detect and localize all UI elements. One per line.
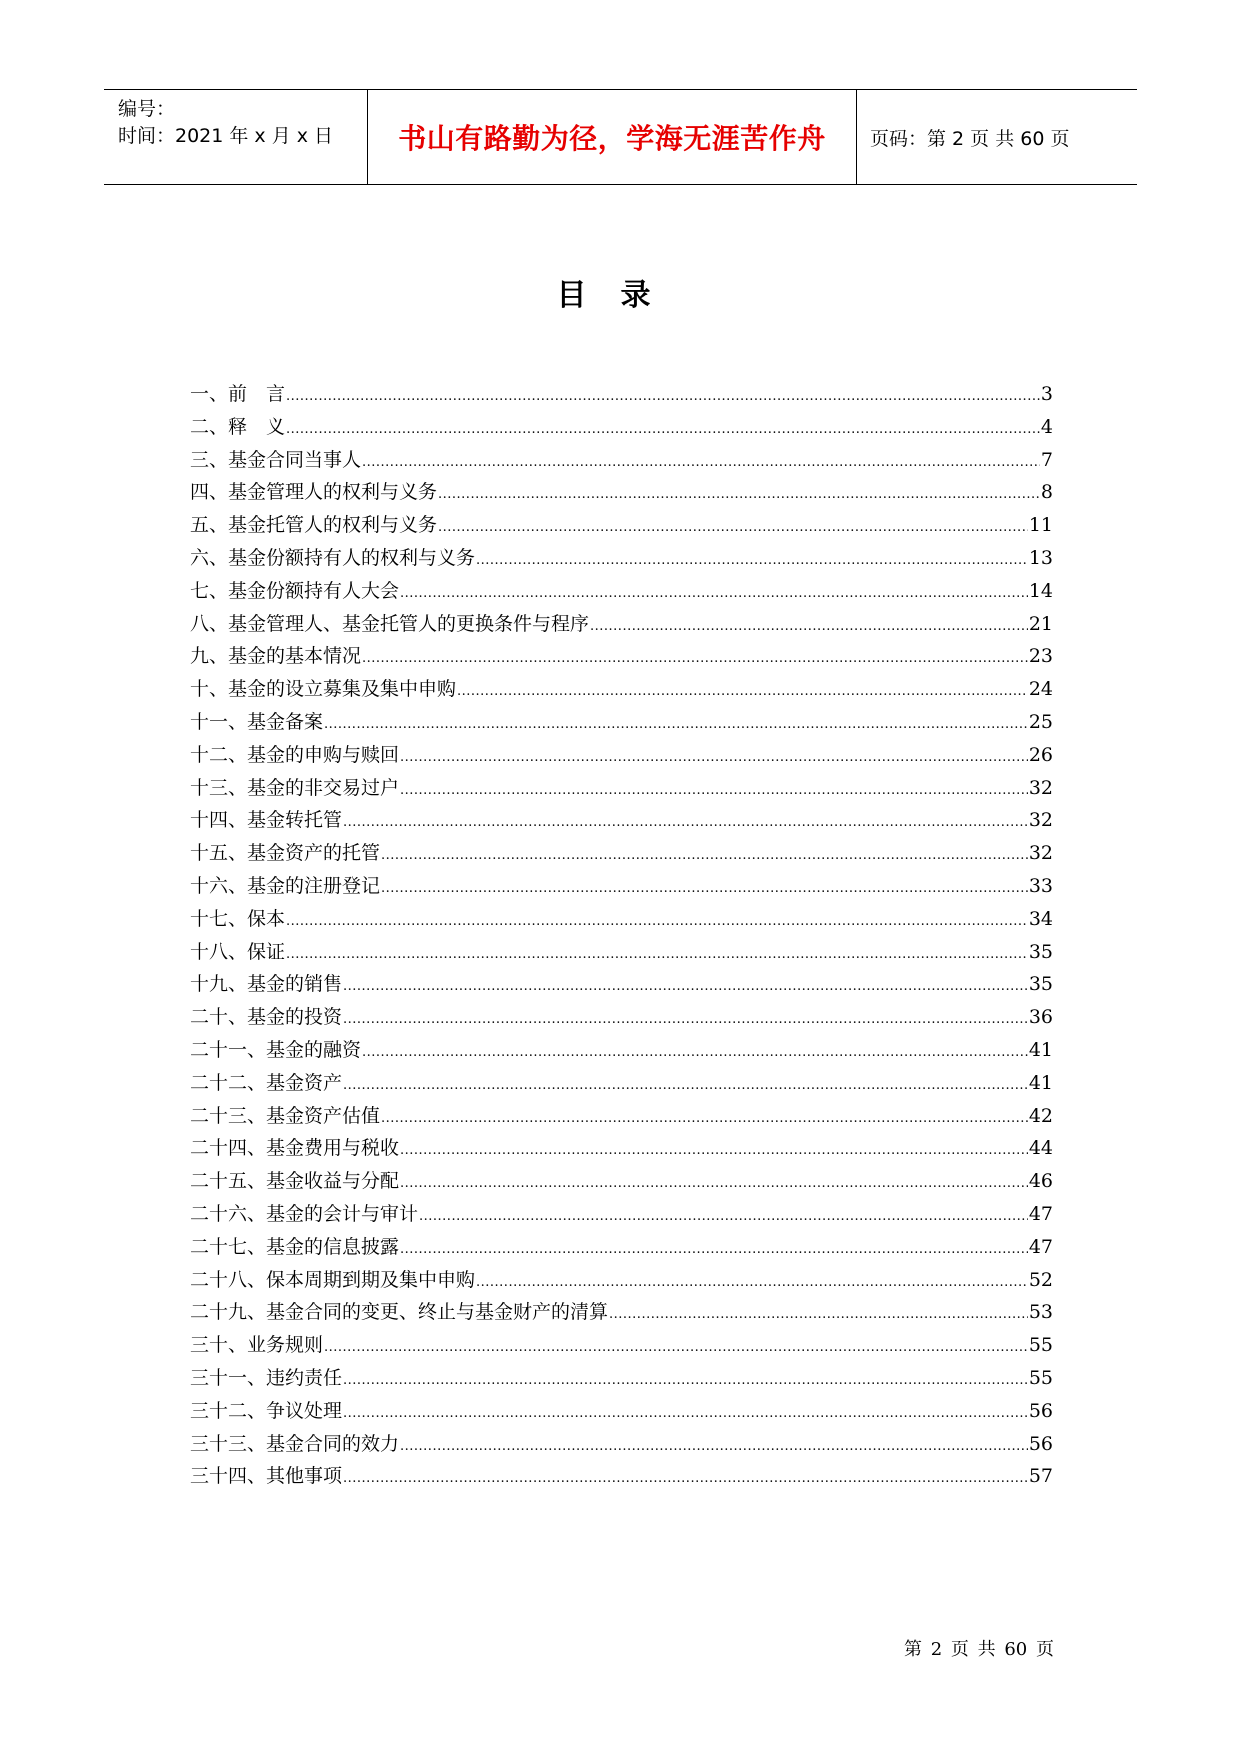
- toc-entry-label: 二十二、基金资产: [190, 1071, 343, 1094]
- toc-entry-page: 35: [1028, 940, 1053, 963]
- toc-leader-dots: [286, 381, 1040, 414]
- toc-leader-dots: [362, 447, 1040, 480]
- toc-entry-page: 47: [1028, 1235, 1053, 1258]
- toc-entry-label: 七、基金份额持有人大会: [190, 579, 400, 602]
- toc-entry[interactable]: [190, 640, 1053, 673]
- toc-entry-page: 33: [1028, 874, 1053, 897]
- toc-entry-page: 41: [1028, 1071, 1053, 1094]
- toc-entry-page: 14: [1028, 579, 1053, 602]
- toc-entry-label: 十一、基金备案: [190, 710, 324, 733]
- toc-entry-page: 52: [1028, 1268, 1053, 1291]
- toc-entry[interactable]: [190, 1067, 1053, 1100]
- toc-entry[interactable]: [190, 476, 1053, 509]
- header-motto: 书山有路勤为径，学海无涯苦作舟: [398, 122, 826, 155]
- page-header: [104, 89, 1137, 185]
- toc-entry-page: 46: [1028, 1170, 1053, 1193]
- toc-entry[interactable]: [190, 1329, 1053, 1362]
- toc-entry[interactable]: [190, 378, 1053, 411]
- toc-entry-label: 十八、保证: [190, 940, 286, 963]
- toc-entry-page: 8: [1040, 481, 1053, 504]
- toc-entry-label: 二、释 义: [190, 415, 286, 438]
- toc-leader-dots: [286, 939, 1028, 972]
- toc-entry[interactable]: [190, 411, 1053, 444]
- toc-leader-dots: [343, 1004, 1028, 1037]
- toc-entry[interactable]: [190, 1034, 1053, 1067]
- toc-entry-label: 二十六、基金的会计与审计: [190, 1202, 419, 1225]
- toc-entry-page: 36: [1028, 1006, 1053, 1029]
- toc-entry-page: 23: [1028, 645, 1053, 668]
- toc-entry[interactable]: [190, 804, 1053, 837]
- toc-entry-label: 三十一、违约责任: [190, 1366, 343, 1389]
- toc-entry-label: 八、基金管理人、基金托管人的更换条件与程序: [190, 612, 590, 635]
- toc-leader-dots: [381, 840, 1028, 873]
- toc-entry-label: 三十三、基金合同的效力: [190, 1432, 400, 1455]
- header-motto-cell: [368, 90, 857, 184]
- toc-leader-dots: [381, 1103, 1028, 1136]
- toc-entry-label: 二十五、基金收益与分配: [190, 1170, 400, 1193]
- toc-leader-dots: [476, 1267, 1028, 1300]
- toc-entry-label: 五、基金托管人的权利与义务: [190, 514, 438, 537]
- toc-entry[interactable]: [190, 1100, 1053, 1133]
- toc-entry[interactable]: [190, 1264, 1053, 1297]
- toc-entry-label: 三、基金合同当事人: [190, 448, 362, 471]
- toc-entry-label: 二十四、基金费用与税收: [190, 1137, 400, 1160]
- toc-leader-dots: [457, 676, 1028, 709]
- toc-entry[interactable]: [190, 1132, 1053, 1165]
- toc-entry[interactable]: [190, 673, 1053, 706]
- toc-entry-page: 34: [1028, 907, 1053, 930]
- toc-leader-dots: [400, 742, 1028, 775]
- toc-leader-dots: [400, 1135, 1028, 1168]
- toc-entry-page: 55: [1028, 1334, 1053, 1357]
- toc-entry[interactable]: [190, 968, 1053, 1001]
- toc-entry-page: 42: [1028, 1104, 1053, 1127]
- toc-leader-dots: [343, 807, 1028, 840]
- toc-entry[interactable]: [190, 1198, 1053, 1231]
- toc-leader-dots: [381, 873, 1028, 906]
- toc-entry-page: 7: [1040, 448, 1053, 471]
- toc-entry-page: 32: [1028, 809, 1053, 832]
- toc-leader-dots: [343, 971, 1028, 1004]
- toc-leader-dots: [362, 1037, 1028, 1070]
- toc-entry[interactable]: [190, 575, 1053, 608]
- table-of-contents: [190, 378, 1053, 1493]
- toc-entry-label: 十四、基金转托管: [190, 809, 343, 832]
- toc-leader-dots: [286, 906, 1028, 939]
- toc-entry-page: 56: [1028, 1432, 1053, 1455]
- toc-entry[interactable]: [190, 739, 1053, 772]
- toc-leader-dots: [343, 1398, 1028, 1431]
- toc-entry-page: 53: [1028, 1301, 1053, 1324]
- toc-entry-label: 十二、基金的申购与赎回: [190, 743, 400, 766]
- toc-entry[interactable]: [190, 1296, 1053, 1329]
- toc-entry-label: 十、基金的设立募集及集中申购: [190, 678, 457, 701]
- toc-entry-page: 11: [1028, 514, 1053, 537]
- toc-entry-label: 六、基金份额持有人的权利与义务: [190, 546, 476, 569]
- toc-entry-label: 二十八、保本周期到期及集中申购: [190, 1268, 476, 1291]
- toc-entry[interactable]: [190, 1362, 1053, 1395]
- toc-entry-label: 二十一、基金的融资: [190, 1038, 362, 1061]
- toc-entry-label: 十三、基金的非交易过户: [190, 776, 400, 799]
- toc-entry-label: 一、前 言: [190, 383, 286, 405]
- toc-entry-page: 24: [1028, 678, 1053, 701]
- toc-entry-label: 十五、基金资产的托管: [190, 842, 381, 865]
- toc-leader-dots: [343, 1463, 1028, 1496]
- toc-entry-label: 二十九、基金合同的变更、终止与基金财产的清算: [190, 1301, 609, 1324]
- toc-leader-dots: [419, 1201, 1028, 1234]
- toc-leader-dots: [286, 414, 1040, 447]
- toc-leader-dots: [400, 775, 1028, 808]
- toc-entry[interactable]: [190, 542, 1053, 575]
- toc-entry-page: 3: [1040, 383, 1053, 405]
- toc-entry[interactable]: [190, 1460, 1053, 1493]
- toc-entry[interactable]: [190, 837, 1053, 870]
- toc-entry-label: 四、基金管理人的权利与义务: [190, 481, 438, 504]
- toc-entry-page: 44: [1028, 1137, 1053, 1160]
- toc-entry-label: 三十二、争议处理: [190, 1399, 343, 1422]
- toc-leader-dots: [343, 1365, 1028, 1398]
- toc-entry-page: 56: [1028, 1399, 1053, 1422]
- toc-leader-dots: [400, 1168, 1028, 1201]
- toc-entry[interactable]: [190, 772, 1053, 805]
- toc-entry-label: 九、基金的基本情况: [190, 645, 362, 668]
- header-page-label: 页码：第 2 页 共 60 页: [870, 127, 1070, 150]
- toc-entry-label: 二十三、基金资产估值: [190, 1104, 381, 1127]
- toc-leader-dots: [400, 1234, 1028, 1267]
- document-number-label: 编号：: [118, 98, 176, 120]
- toc-entry[interactable]: [190, 1395, 1053, 1428]
- toc-leader-dots: [609, 1299, 1028, 1332]
- toc-entry[interactable]: [190, 1001, 1053, 1034]
- toc-entry-page: 32: [1028, 842, 1053, 865]
- toc-entry[interactable]: [190, 1165, 1053, 1198]
- toc-entry[interactable]: [190, 608, 1053, 641]
- toc-entry-page: 26: [1028, 743, 1053, 766]
- toc-entry-page: 4: [1040, 415, 1053, 438]
- toc-leader-dots: [476, 545, 1028, 578]
- page-title: 目录: [556, 278, 685, 313]
- toc-entry-label: 十九、基金的销售: [190, 973, 343, 996]
- toc-entry[interactable]: [190, 1428, 1053, 1461]
- toc-entry-label: 十七、保本: [190, 907, 286, 930]
- toc-entry-label: 二十七、基金的信息披露: [190, 1235, 400, 1258]
- document-time-label: 时间：2021 年 x 月 x 日: [118, 125, 334, 147]
- header-page-cell: [857, 90, 1137, 184]
- toc-leader-dots: [362, 643, 1028, 676]
- toc-entry-label: 十六、基金的注册登记: [190, 874, 381, 897]
- toc-entry[interactable]: [190, 903, 1053, 936]
- toc-leader-dots: [590, 611, 1028, 644]
- toc-leader-dots: [438, 512, 1028, 545]
- toc-entry-page: 47: [1028, 1202, 1053, 1225]
- toc-entry-page: 35: [1028, 973, 1053, 996]
- toc-entry-page: 41: [1028, 1038, 1053, 1061]
- toc-entry[interactable]: [190, 509, 1053, 542]
- toc-leader-dots: [324, 709, 1028, 742]
- toc-entry-page: 32: [1028, 776, 1053, 799]
- toc-entry[interactable]: [190, 444, 1053, 477]
- toc-leader-dots: [343, 1070, 1028, 1103]
- toc-leader-dots: [324, 1332, 1028, 1365]
- toc-entry-page: 57: [1028, 1465, 1053, 1488]
- toc-entry[interactable]: [190, 870, 1053, 903]
- toc-entry-label: 二十、基金的投资: [190, 1006, 343, 1029]
- toc-leader-dots: [400, 578, 1028, 611]
- toc-leader-dots: [400, 1431, 1028, 1464]
- page-footer: 第 2 页 共 60 页: [904, 1639, 1054, 1660]
- toc-entry-page: 21: [1028, 612, 1053, 635]
- header-meta: [104, 90, 368, 184]
- toc-entry[interactable]: [190, 936, 1053, 969]
- toc-entry-label: 三十、业务规则: [190, 1334, 324, 1357]
- toc-leader-dots: [438, 479, 1040, 512]
- toc-entry-page: 13: [1028, 546, 1053, 569]
- toc-entry-label: 三十四、其他事项: [190, 1465, 343, 1488]
- toc-entry[interactable]: [190, 1231, 1053, 1264]
- toc-entry[interactable]: [190, 706, 1053, 739]
- toc-entry-page: 25: [1028, 710, 1053, 733]
- toc-entry-page: 55: [1028, 1366, 1053, 1389]
